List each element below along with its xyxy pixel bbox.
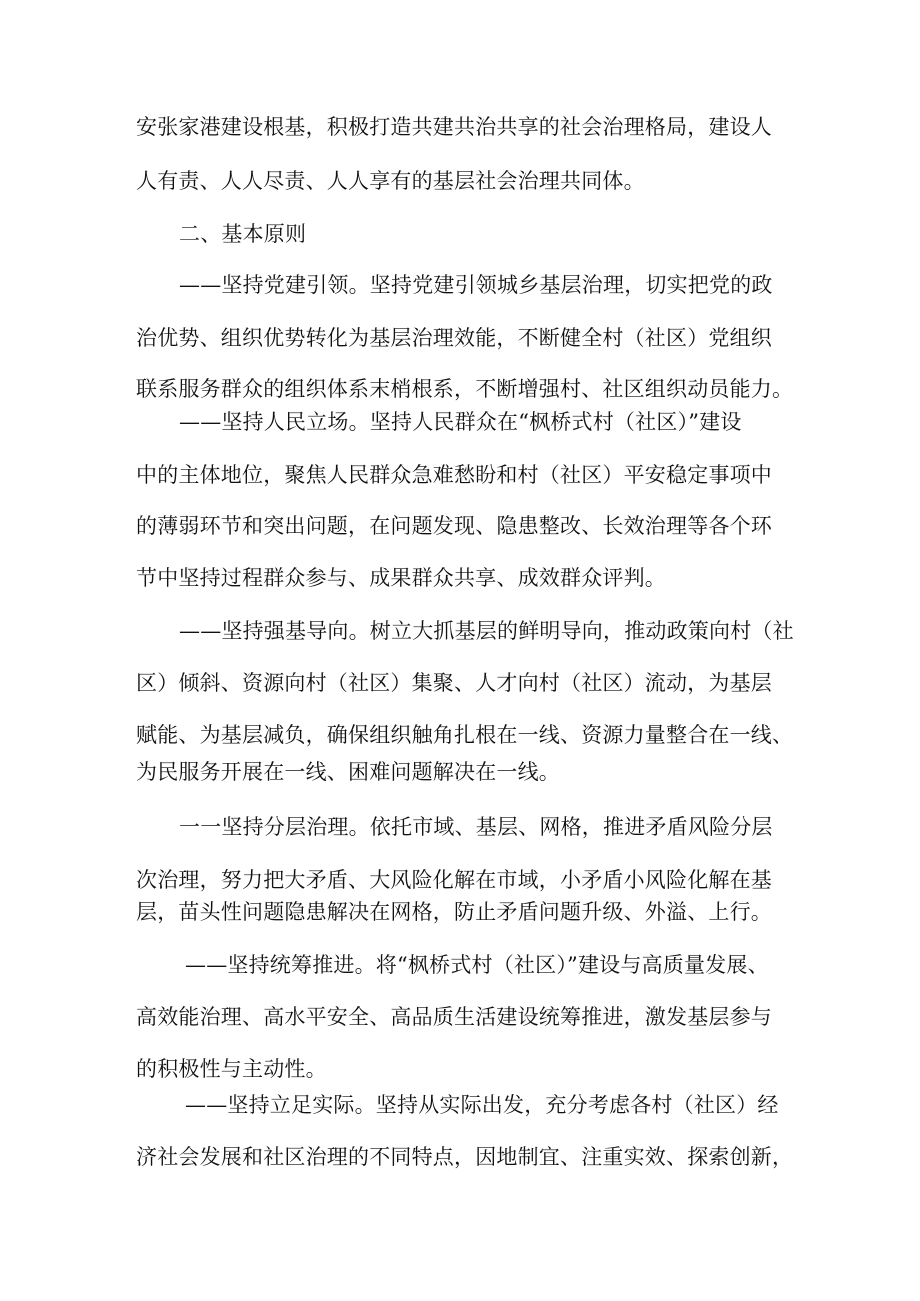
text-line-1: 安张家港建设根基，积极打造共建共治共享的社会治理格局，建设人 [136,115,772,139]
text-line-22: 济社会发展和社区治理的不同特点，因地制宜、注重实效、探索创新， [136,1145,794,1169]
text-line-12: 区）倾斜、资源向村（社区）集聚、人才向村（社区）流动，为基层 [136,671,772,695]
text-line-2: 人有责、人人尽责、人人享有的基层社会治理共同体。 [136,169,645,193]
text-line-21: ——坚持立足实际。坚持从实际出发，充分考虑各村（社区）经 [185,1093,779,1117]
text-line-8: 中的主体地位，聚焦人民群众急难愁盼和村（社区）平安稳定事项中 [136,463,772,487]
text-line-9: 的薄弱环节和突出问题，在问题发现、隐患整改、长效治理等各个环 [136,514,772,538]
text-line-11: ——坚持强基导向。树立大抓基层的鲜明导向，推动政策向村（社 [179,619,794,643]
text-line-14: 为民服务开展在一线、困难问题解决在一线。 [136,760,560,784]
text-line-6: 联系服务群众的组织体系末梢根系，不断增强村、社区组织动员能力。 [136,377,794,401]
text-line-10: 节中坚持过程群众参与、成果群众共享、成效群众评判。 [136,566,666,590]
text-line-19: 高效能治理、高水平安全、高品质生活建设统筹推进，激发基层参与 [136,1005,772,1029]
text-line-13: 赋能、为基层减负，确保组织触角扎根在一线、资源力量整合在一线、 [136,723,794,747]
text-line-5: 治优势、组织优势转化为基层治理效能，不断健全村（社区）党组织 [136,326,772,350]
text-line-7: ——坚持人民立场。坚持人民群众在“枫桥式村（社区）”建设 [179,410,742,434]
section-heading: 二、基本原则 [179,222,307,246]
text-line-16: 次治理，努力把大矛盾、大风险化解在市域，小矛盾小风险化解在基 [136,868,772,892]
text-line-18: ——坚持统筹推进。将“枫桥式村（社区）”建设与高质量发展、 [185,953,769,977]
text-line-20: 的积极性与主动性。 [136,1057,327,1081]
text-line-4: ——坚持党建引领。坚持党建引领城乡基层治理，切实把党的政 [179,273,773,297]
text-line-15: 一一坚持分层治理。依托市域、基层、网格，推进矛盾风险分层 [179,815,773,839]
text-line-17: 层，苗头性问题隐患解决在网格，防止矛盾问题升级、外溢、上行。 [136,900,772,924]
